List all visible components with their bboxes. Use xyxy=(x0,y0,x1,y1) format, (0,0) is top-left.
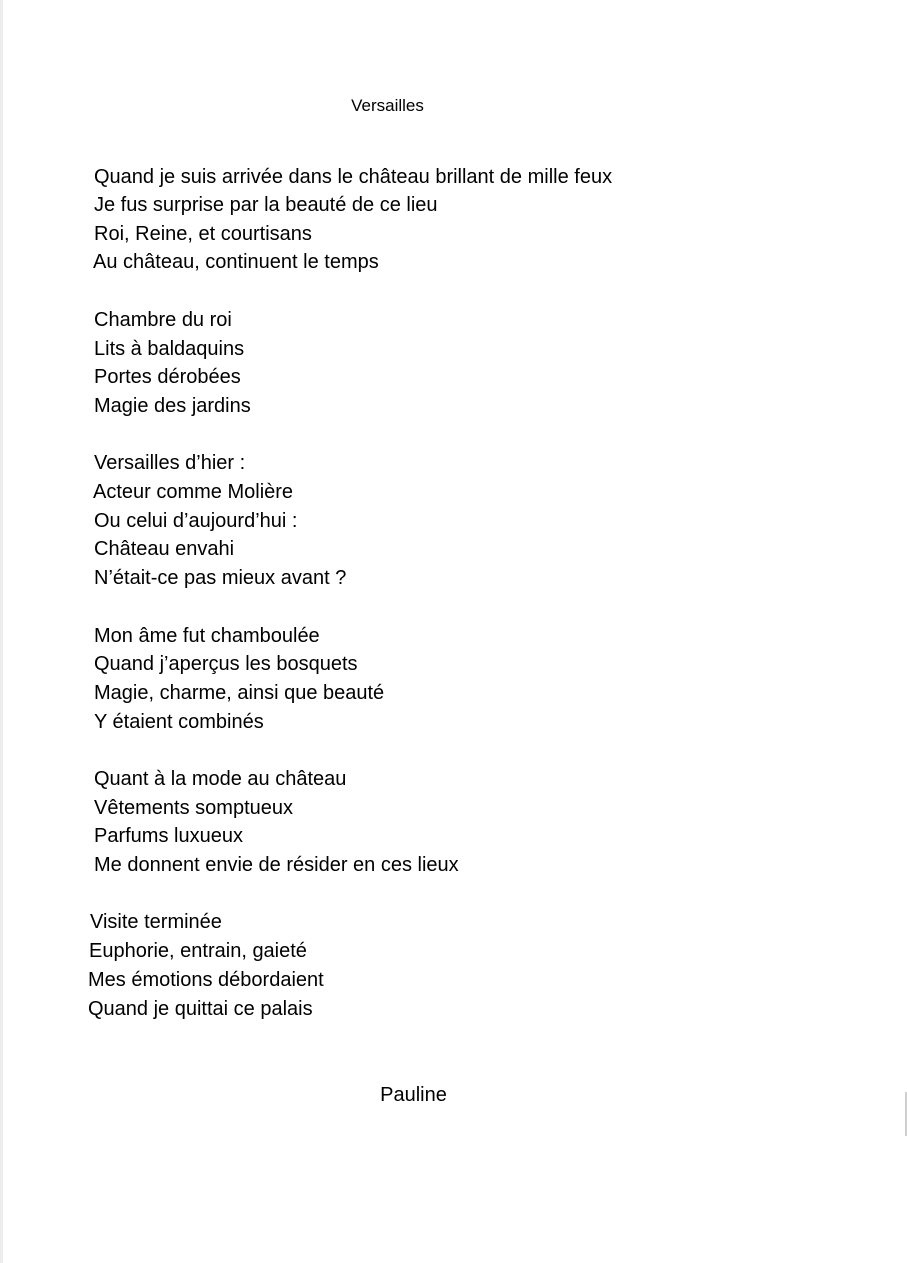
poem-line: Mes émotions débordaient xyxy=(88,969,324,991)
poem-line: Lits à baldaquins xyxy=(94,338,245,360)
poem-line: Magie des jardins xyxy=(94,395,251,417)
poem-line: Magie, charme, ainsi que beauté xyxy=(94,682,385,704)
poem-line: Mon âme fut chamboulée xyxy=(94,625,320,647)
poem-line: Ou celui d’aujourd’hui : xyxy=(94,510,298,532)
poem-line: Chambre du roi xyxy=(94,309,232,331)
poem-line: Euphorie, entrain, gaieté xyxy=(89,940,307,962)
poem-line: Vêtements somptueux xyxy=(94,797,293,819)
page-left-edge xyxy=(0,0,3,1263)
poem-line: Château envahi xyxy=(94,538,235,560)
poem-line: Visite terminée xyxy=(90,911,222,933)
poem-line: N’était-ce pas mieux avant ? xyxy=(94,567,347,589)
poem-line: Quand je quittai ce palais xyxy=(88,998,313,1020)
poem-line: Versailles d’hier : xyxy=(94,452,246,474)
poem-line: Portes dérobées xyxy=(94,366,241,388)
poem-line: Parfums luxueux xyxy=(94,825,243,847)
poem-line: Me donnent envie de résider en ces lieux xyxy=(94,854,459,876)
poem-line: Je fus surprise par la beauté de ce lieu xyxy=(94,194,438,216)
poem-line: Quant à la mode au château xyxy=(94,768,347,790)
poem-line: Y étaient combinés xyxy=(94,711,264,733)
poem-line: Au château, continuent le temps xyxy=(93,251,379,273)
poem-title: Versailles xyxy=(351,96,424,115)
poem-line: Roi, Reine, et courtisans xyxy=(94,223,312,245)
poem-line: Acteur comme Molière xyxy=(93,481,294,503)
poem-author: Pauline xyxy=(380,1084,447,1106)
poem-line: Quand j’aperçus les bosquets xyxy=(94,653,358,675)
poem-line: Quand je suis arrivée dans le château brillant de mille feux xyxy=(94,166,613,188)
